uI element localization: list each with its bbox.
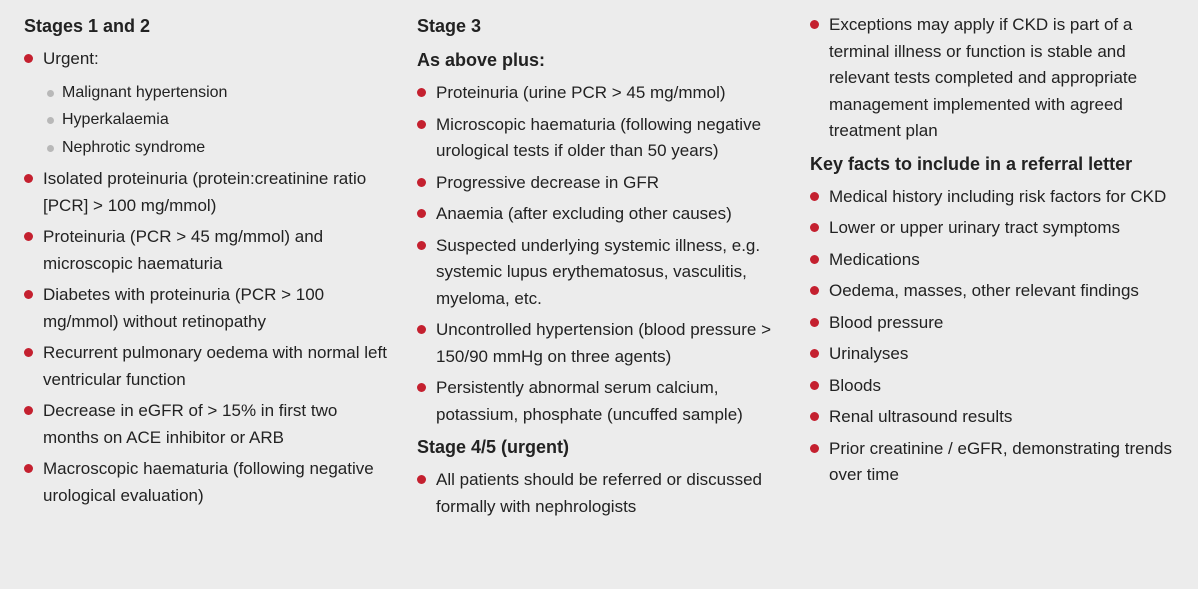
column-stage-3 bbox=[417, 12, 787, 525]
list-item-text: Suspected underlying systemic illness, e.g. systemic lupus erythematosus, vasculitis, myeloma, etc. bbox=[436, 235, 761, 308]
list-item bbox=[810, 404, 1180, 431]
list-item-text: Recurrent pulmonary oedema with normal left ventricular function bbox=[43, 343, 387, 389]
list-item bbox=[417, 317, 787, 370]
list-item bbox=[810, 12, 1180, 145]
sub-bullet-icon bbox=[47, 117, 54, 124]
bullet-icon bbox=[417, 325, 426, 334]
bullet-icon bbox=[417, 120, 426, 129]
list-item-text: Oedema, masses, other relevant findings bbox=[829, 281, 1139, 300]
bullet-icon bbox=[810, 255, 819, 264]
bullet-icon bbox=[24, 406, 33, 415]
bullet-icon bbox=[810, 349, 819, 358]
column-stages-1-2 bbox=[24, 12, 394, 514]
bullet-icon bbox=[417, 178, 426, 187]
sub-item bbox=[43, 79, 394, 107]
bullet-icon bbox=[810, 412, 819, 421]
bullet-icon bbox=[417, 241, 426, 250]
list-item-text: Decrease in eGFR of > 15% in first two months on ACE inhibitor or ARB bbox=[43, 401, 338, 447]
list-item-text: Urinalyses bbox=[829, 344, 909, 363]
list-item bbox=[24, 224, 394, 277]
list-item bbox=[810, 184, 1180, 211]
bullet-icon bbox=[417, 475, 426, 484]
heading-key-facts: Key facts to include in a referral letter bbox=[810, 153, 1133, 174]
list-item-text: Persistently abnormal serum calcium, potassium, phosphate (uncuffed sample) bbox=[436, 378, 743, 424]
bullet-icon bbox=[417, 88, 426, 97]
list-item-text: Medications bbox=[829, 249, 920, 269]
list-item bbox=[810, 310, 1180, 337]
bullet-icon bbox=[24, 54, 33, 63]
list-item bbox=[24, 398, 394, 451]
list-key-facts bbox=[810, 184, 1180, 489]
list-item bbox=[417, 112, 787, 165]
list-item-urgent bbox=[24, 46, 394, 161]
list-item bbox=[417, 233, 787, 313]
list-item bbox=[24, 456, 394, 509]
sub-bullet-icon bbox=[47, 145, 54, 152]
bullet-icon bbox=[810, 381, 819, 390]
bullet-icon bbox=[810, 223, 819, 232]
bullet-icon bbox=[810, 192, 819, 201]
list-item bbox=[810, 247, 1180, 274]
bullet-icon bbox=[24, 290, 33, 299]
list-item-text: Anaemia (after excluding other causes) bbox=[436, 204, 732, 223]
sub-item-text: Hyperkalaemia bbox=[62, 111, 169, 128]
list-stage-3 bbox=[417, 80, 787, 428]
list-item bbox=[810, 436, 1180, 489]
sub-bullet-icon bbox=[47, 90, 54, 97]
urgent-sublist bbox=[43, 79, 394, 162]
list-item bbox=[417, 375, 787, 428]
list-item bbox=[417, 170, 787, 197]
bullet-icon bbox=[810, 20, 819, 29]
list-item-text: Renal ultrasound results bbox=[829, 407, 1013, 426]
subheading-as-above-plus: As above plus: bbox=[417, 50, 546, 70]
list-item bbox=[24, 282, 394, 335]
heading-stage-3: Stage 3 bbox=[417, 16, 482, 36]
bullet-icon bbox=[417, 209, 426, 218]
bullet-icon bbox=[24, 348, 33, 357]
list-item-text: Isolated proteinuria (protein:creatinine ratio [PCR] > 100 mg/mmol) bbox=[43, 169, 367, 215]
list-item-text: Bloods bbox=[829, 375, 881, 395]
bullet-icon bbox=[24, 232, 33, 241]
list-item bbox=[24, 340, 394, 393]
list-item bbox=[810, 341, 1180, 368]
sub-item bbox=[43, 134, 394, 162]
list-item-text: Diabetes with proteinuria (PCR > 100 mg/mmol) without retinopathy bbox=[43, 285, 325, 331]
list-exceptions bbox=[810, 12, 1180, 145]
urgent-label: Urgent: bbox=[43, 49, 99, 68]
bullet-icon bbox=[810, 318, 819, 327]
sub-item-text: Nephrotic syndrome bbox=[62, 138, 206, 156]
list-item-text: All patients should be referred or discussed formally with nephrologists bbox=[436, 470, 763, 516]
list-item-text: Medical history including risk factors for CKD bbox=[829, 186, 1167, 206]
list-item bbox=[810, 373, 1180, 400]
list-item-text: Exceptions may apply if CKD is part of a terminal illness or function is stable and relevant tests completed and appropriate management implemented with agreed treatment plan bbox=[829, 15, 1138, 140]
list-item bbox=[810, 278, 1180, 305]
list-stage-4-5 bbox=[417, 467, 787, 520]
bullet-icon bbox=[810, 286, 819, 295]
heading-stages-1-2: Stages 1 and 2 bbox=[24, 16, 151, 36]
list-item bbox=[417, 201, 787, 228]
sub-item bbox=[43, 106, 394, 134]
list-item-text: Proteinuria (urine PCR > 45 mg/mmol) bbox=[436, 83, 726, 102]
list-item-text: Blood pressure bbox=[829, 312, 944, 332]
list-item-text: Microscopic haematuria (following negative urological tests if older than 50 years) bbox=[436, 114, 762, 160]
list-stages-1-2 bbox=[24, 46, 394, 509]
list-item bbox=[24, 166, 394, 219]
list-item-text: Macroscopic haematuria (following negative urological evaluation) bbox=[43, 459, 374, 505]
bullet-icon bbox=[24, 464, 33, 473]
sub-item-text: Malignant hypertension bbox=[62, 83, 228, 101]
list-item-text: Prior creatinine / eGFR, demonstrating trends over time bbox=[829, 438, 1172, 484]
bullet-icon bbox=[24, 174, 33, 183]
list-item-text: Uncontrolled hypertension (blood pressure > 150/90 mmHg on three agents) bbox=[436, 320, 772, 366]
list-item-text: Progressive decrease in GFR bbox=[436, 172, 659, 192]
list-item-text: Lower or upper urinary tract symptoms bbox=[829, 218, 1120, 237]
list-item bbox=[810, 215, 1180, 242]
heading-stage-4-5: Stage 4/5 (urgent) bbox=[417, 437, 570, 457]
bullet-icon bbox=[810, 444, 819, 453]
list-item bbox=[417, 80, 787, 107]
list-item bbox=[417, 467, 787, 520]
bullet-icon bbox=[417, 383, 426, 392]
column-referral bbox=[810, 12, 1180, 494]
list-item-text: Proteinuria (PCR > 45 mg/mmol) and microscopic haematuria bbox=[43, 227, 324, 273]
